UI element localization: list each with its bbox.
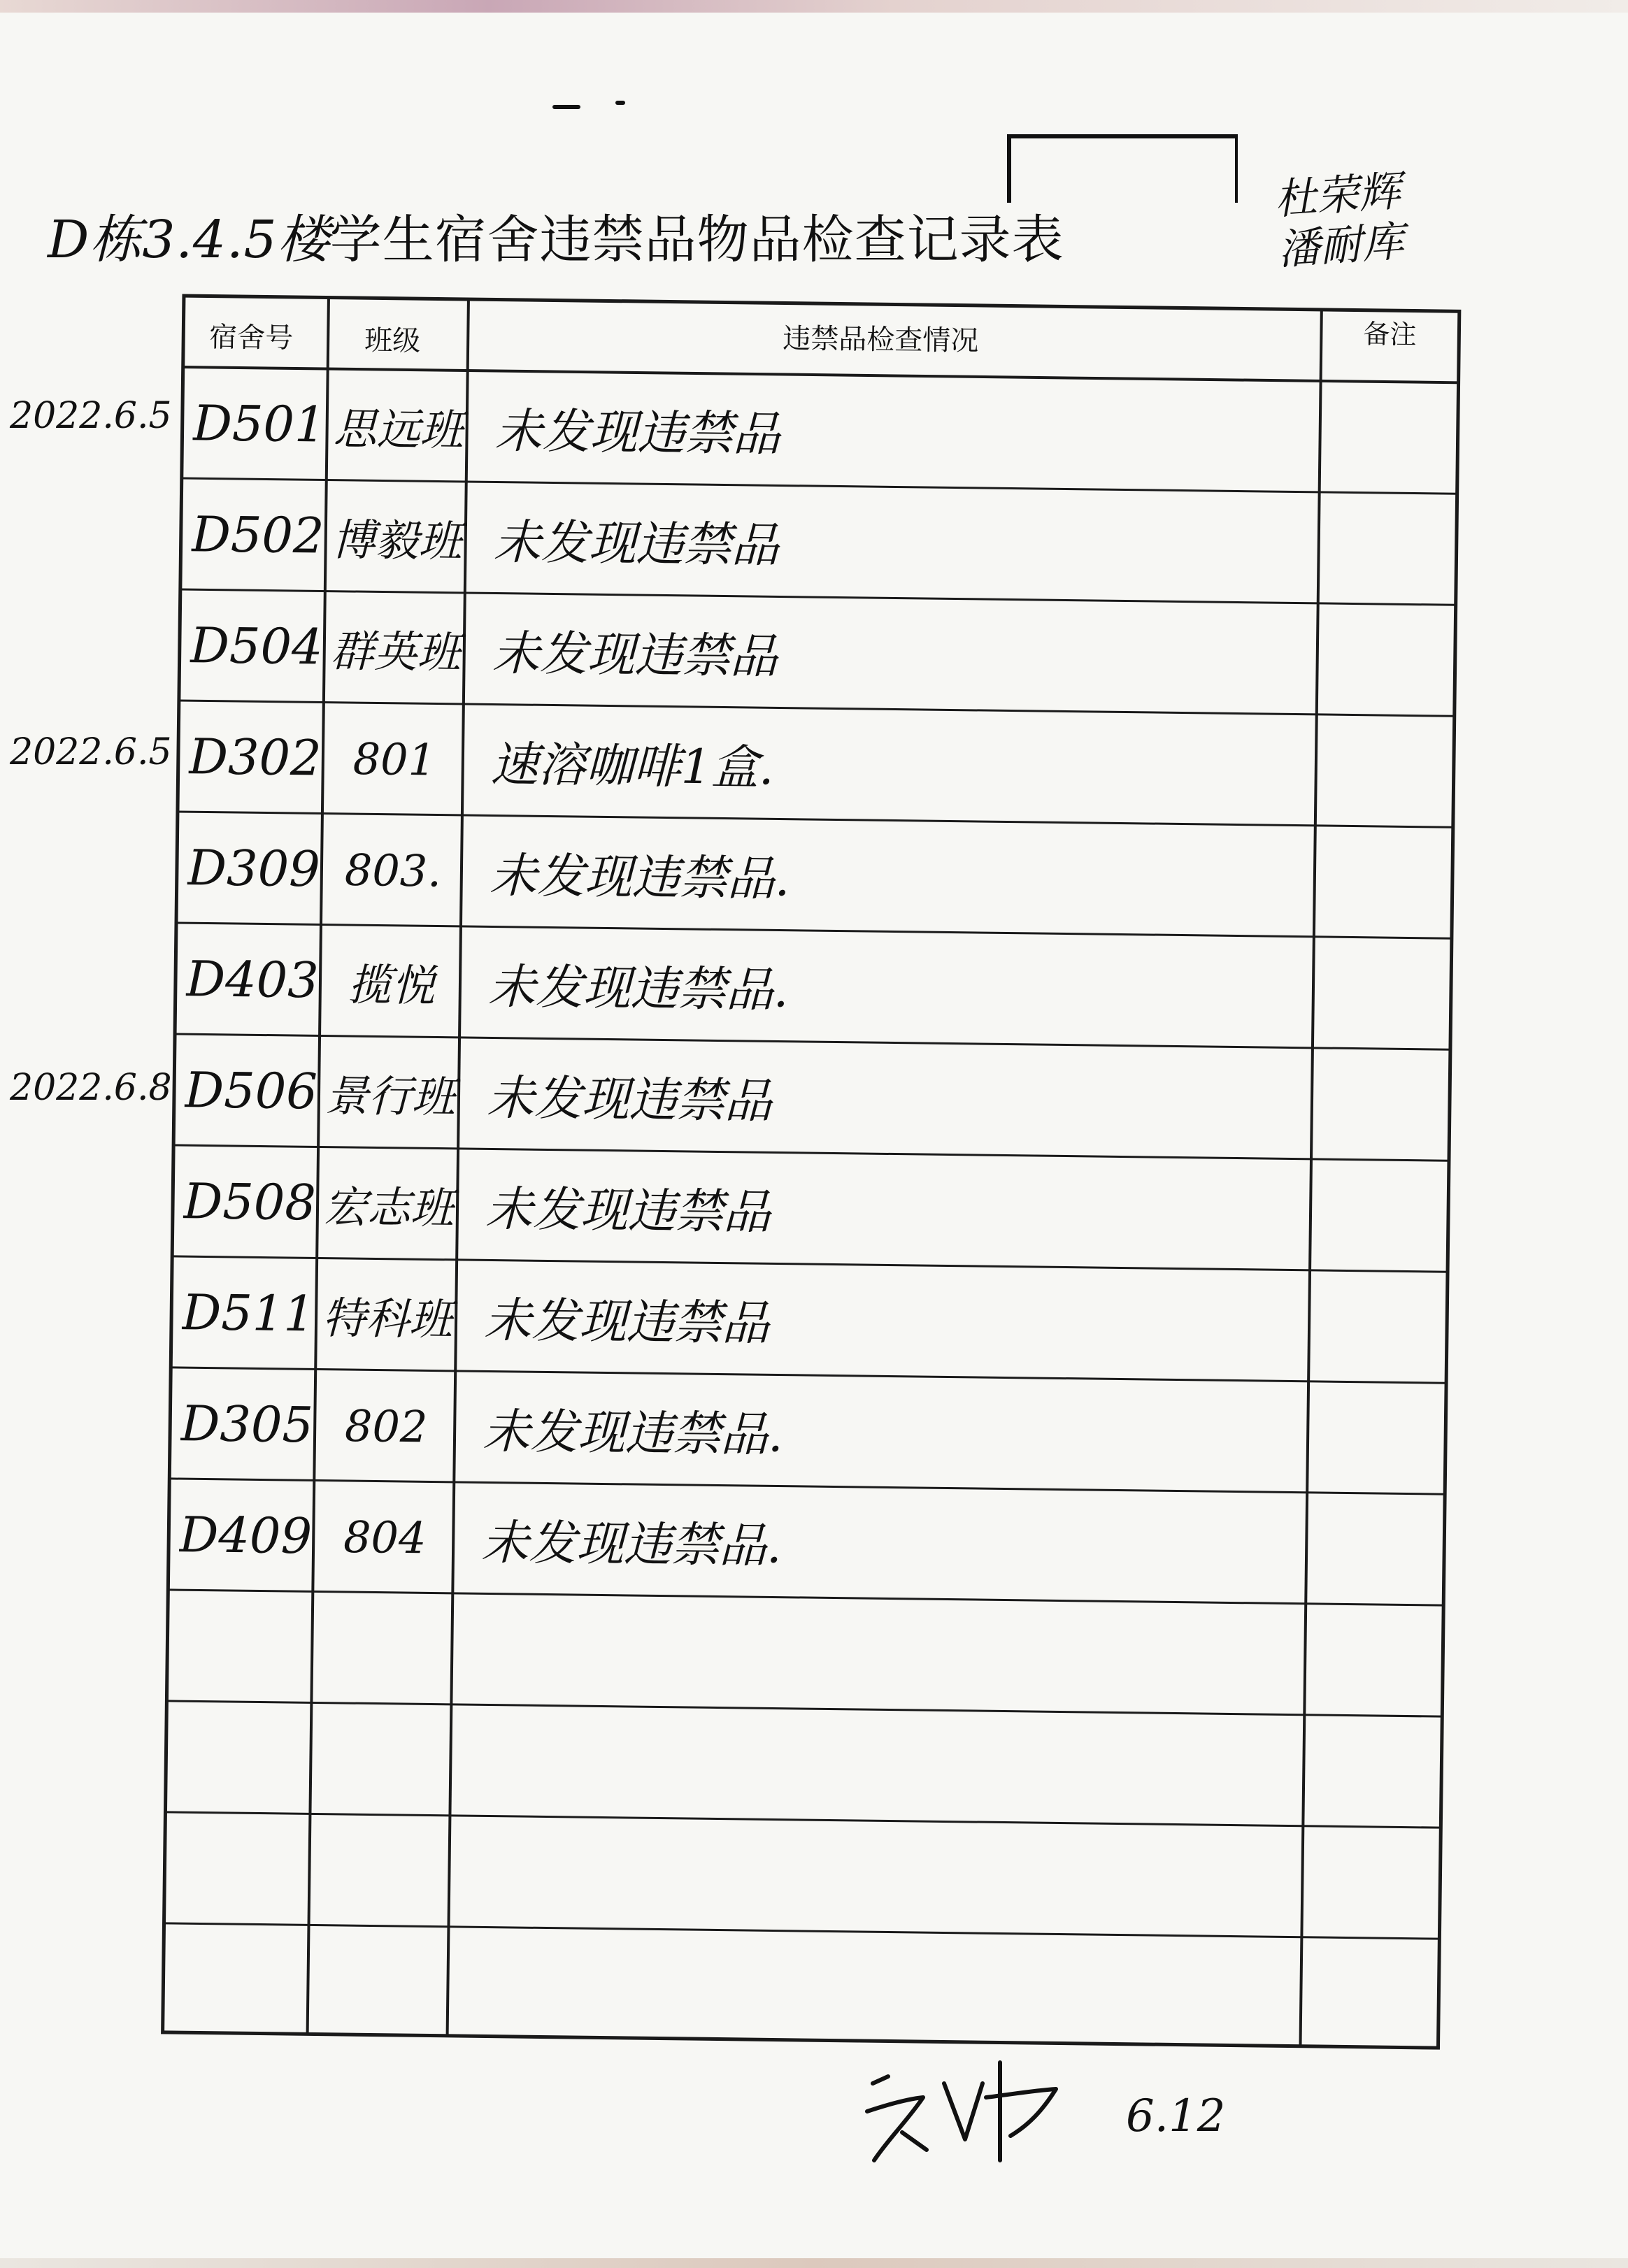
table-row [169, 1256, 1450, 1384]
signature-date: 6.12 [1126, 2090, 1226, 2142]
inspection-result [462, 1816, 1485, 1940]
inspection-date: 2022.6.5 [10, 731, 172, 773]
class-name: 801 [352, 733, 436, 785]
table-row [180, 367, 1461, 494]
title-corner-box [1007, 134, 1238, 203]
room-number: D508 [183, 1172, 317, 1232]
class-name [310, 1814, 451, 1927]
table-row [163, 1701, 1444, 1828]
inspection-result: 速溶咖啡1盒. [490, 736, 775, 796]
class-name: 804 [343, 1511, 427, 1563]
pen-mark [615, 101, 625, 105]
class-name [313, 1591, 454, 1704]
room-number: D409 [178, 1506, 313, 1565]
room-number: D305 [180, 1395, 314, 1454]
form-title [48, 199, 1064, 273]
table-row [176, 701, 1457, 828]
inspection-date: 2022.6.5 [10, 395, 172, 437]
inspector-name-1: 杜荣辉 [1273, 166, 1402, 225]
table-row [164, 1590, 1445, 1717]
inspection-result: 未发现违禁品. [487, 959, 789, 1019]
room-number: D504 [190, 617, 324, 676]
table-row [177, 589, 1458, 717]
inspection-result: 未发现违禁品. [482, 1403, 784, 1463]
class-name: 揽悦 [348, 959, 436, 1011]
table-row [173, 923, 1454, 1050]
room-number: D511 [181, 1284, 315, 1343]
inspection-table [161, 294, 1462, 2050]
class-name: 特科班 [322, 1292, 453, 1345]
table-row [171, 1034, 1452, 1161]
inspector-names [1273, 161, 1482, 275]
header-situation: 违禁品检查情况 [782, 322, 979, 357]
inspection-result: 未发现违禁品 [485, 1181, 771, 1240]
inspection-result [465, 1593, 1487, 1718]
table-row [166, 1479, 1447, 1606]
table-row [170, 1145, 1451, 1272]
table-row [174, 812, 1455, 939]
inspection-result: 未发现违禁品. [480, 1514, 783, 1574]
class-name: 思远班 [333, 403, 464, 456]
room-number: D302 [188, 728, 322, 787]
class-name: 宏志班 [323, 1181, 455, 1234]
room-number: D501 [192, 394, 326, 454]
inspector-name-2: 潘耐库 [1276, 217, 1406, 275]
inspection-result: 未发现违禁品 [493, 514, 780, 573]
class-name [309, 1925, 450, 2038]
inspection-result [464, 1704, 1486, 1829]
header-class: 班级 [364, 324, 421, 358]
class-name [311, 1702, 452, 1816]
room-number: D506 [184, 1061, 318, 1121]
header-remarks: 备注 [1363, 318, 1417, 350]
room-number [175, 1812, 309, 1925]
room-number [176, 1701, 310, 1814]
table-row [161, 1923, 1442, 2051]
class-name: 803. [344, 844, 442, 897]
header-room: 宿舍号 [208, 321, 294, 354]
room-number: D502 [191, 505, 325, 565]
room-number [173, 1923, 308, 2037]
inspection-result: 未发现违禁品 [494, 403, 781, 462]
title-building-floors: D栋3.4.5楼 [48, 210, 330, 270]
inspection-result: 未发现违禁品 [492, 625, 778, 684]
room-number [177, 1590, 311, 1703]
inspection-result: 未发现违禁品 [486, 1070, 773, 1129]
class-name: 群英班 [330, 625, 462, 678]
table-row [167, 1368, 1448, 1495]
inspection-result: 未发现违禁品 [483, 1292, 770, 1351]
pen-mark [552, 105, 580, 109]
handwritten-signature [860, 2055, 1070, 2174]
photo-top-edge [0, 0, 1628, 13]
class-name: 博毅班 [331, 514, 463, 567]
room-number: D403 [185, 950, 320, 1010]
inspection-date: 2022.6.8 [10, 1067, 172, 1110]
inspection-result [462, 1927, 1484, 2051]
room-number: D309 [187, 839, 321, 898]
class-name: 景行班 [324, 1070, 456, 1123]
photo-bottom-edge [0, 2258, 1628, 2268]
inspection-result: 未发现违禁品. [489, 847, 790, 907]
title-printed: 学生宿舍违禁品物品检查记录表 [329, 210, 1064, 270]
table-row [162, 1812, 1443, 1939]
table-row [178, 478, 1459, 605]
class-name: 802 [344, 1400, 428, 1452]
